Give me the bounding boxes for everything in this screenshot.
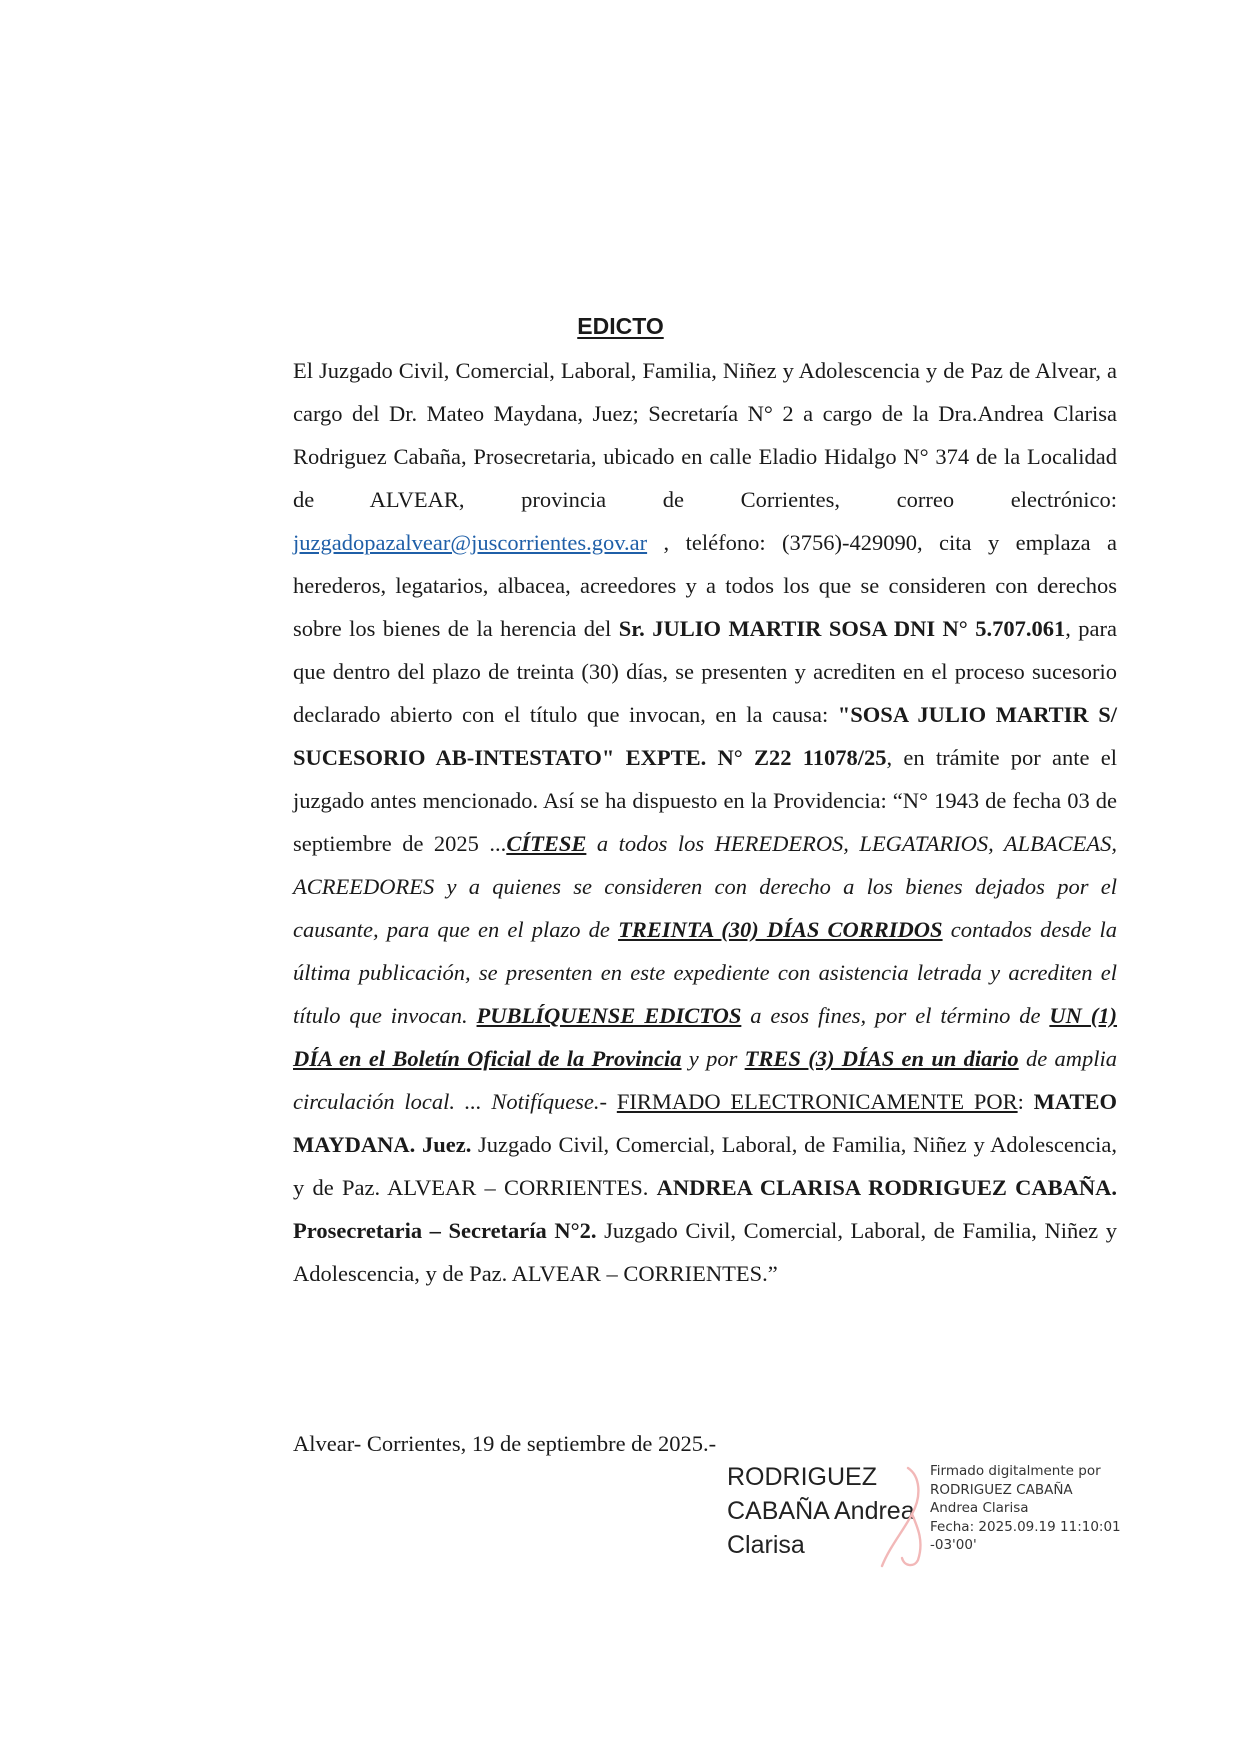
colon-separator: : [1017,1089,1034,1114]
signature-info-line: Firmado digitalmente por [930,1463,1101,1479]
quote-part-5: de amplia circulación local. ... Notifíquese. [293,1046,1117,1114]
edict-providencia: , en trámite por ante el juzgado antes mencionado. Así se ha dispuesto en la Providencia: “N° 1943 de fecha 03 de septiembre de 2025 ... [293,745,1117,856]
prosecretary-name: ANDREA CLARISA RODRIGUEZ CABAÑA. Prosecretaria – Secretaría N°2. [293,1175,1117,1243]
deceased-name: Sr. JULIO MARTIR SOSA DNI N° 5.707.061 [618,616,1066,641]
citese-keyword: CÍTESE [506,831,587,856]
quote-part-4: y por [681,1046,745,1071]
closing-date-line: Alvear- Corrientes, 19 de septiembre de 2025.- [293,1431,717,1456]
quote-part-3: a esos fines, por el término de [741,1003,1050,1028]
page-title: EDICTO [577,313,664,339]
signature-mark-icon [868,1462,938,1572]
signed-electronically-label: FIRMADO ELECTRONICAMENTE POR [616,1089,1018,1114]
signature-info-line: Fecha: 2025.09.19 11:10:01 [930,1518,1121,1535]
quote-part-2: contados desde la última publicación, se presenten en este expediente con asistencia letrada y acrediten el título que invocan. [293,917,1117,1028]
edict-intro: El Juzgado Civil, Comercial, Laboral, Familia, Niñez y Adolescencia y de Paz de Alvear, a cargo del Dr. Mateo Maydana, Juez; Secretaría N° 2 a cargo de la Dra.Andrea Clarisa Rodriguez Cabaña, Prosecretaria, ubicado en calle Eladio Hidalgo N° 374 de la Localidad de ALVEAR, provincia de Corrientes, correo electrónico: [293,358,1117,512]
edict-summons: , teléfono: (3756)-429090, cita y emplaza a herederos, legatarios, albacea, acreedores y a todos los que se consideren con derechos sobre los bienes de la herencia del [293,530,1117,641]
digital-signature-info [930,1462,1121,1555]
publiquense-keyword: PUBLÍQUENSE EDICTOS [476,1003,742,1028]
signature-info-line: RODRIGUEZ CABAÑA [930,1481,1073,1498]
signature-name-line: RODRIGUEZ [727,1463,877,1491]
court-name-1: Juzgado Civil, Comercial, Laboral, de Familia, Niñez y Adolescencia, y de Paz. ALVEAR – CORRIENTES. [293,1132,1117,1200]
dash-separator: - [599,1089,617,1114]
signature-info-line: -03'00' [930,1537,977,1553]
signature-name-line: CABAÑA Andrea [727,1497,915,1525]
edict-body [293,349,1117,1295]
signature-name-line: Clarisa [727,1531,805,1559]
diario-keyword: TRES (3) DÍAS en un diario [744,1046,1019,1071]
judge-name: MATEO MAYDANA. Juez. [293,1089,1117,1157]
case-title: "SOSA JULIO MARTIR S/ SUCESORIO AB-INTESTATO" EXPTE. N° Z22 11078/25 [293,702,1117,770]
court-name-2: Juzgado Civil, Comercial, Laboral, de Familia, Niñez y Adolescencia, y de Paz. ALVEAR – CORRIENTES.” [293,1218,1117,1286]
court-email-link[interactable]: juzgadopazalvear@juscorrientes.gov.ar [293,530,648,555]
quote-part-1: a todos los HEREDEROS, LEGATARIOS, ALBACEAS, ACREEDORES y a quienes se consideren con derecho a los bienes dejados por el causante, para que en el plazo de [293,831,1117,942]
term-days-keyword: TREINTA (30) DÍAS CORRIDOS [618,917,943,942]
edict-term: , para que dentro del plazo de treinta (30) días, se presenten y acrediten en el proceso sucesorio declarado abierto con el título que invocan, en la causa: [293,616,1117,727]
signature-info-line: Andrea Clarisa [930,1500,1029,1516]
boletin-keyword: UN (1) DÍA en el Boletín Oficial de la Provincia [293,1003,1118,1071]
